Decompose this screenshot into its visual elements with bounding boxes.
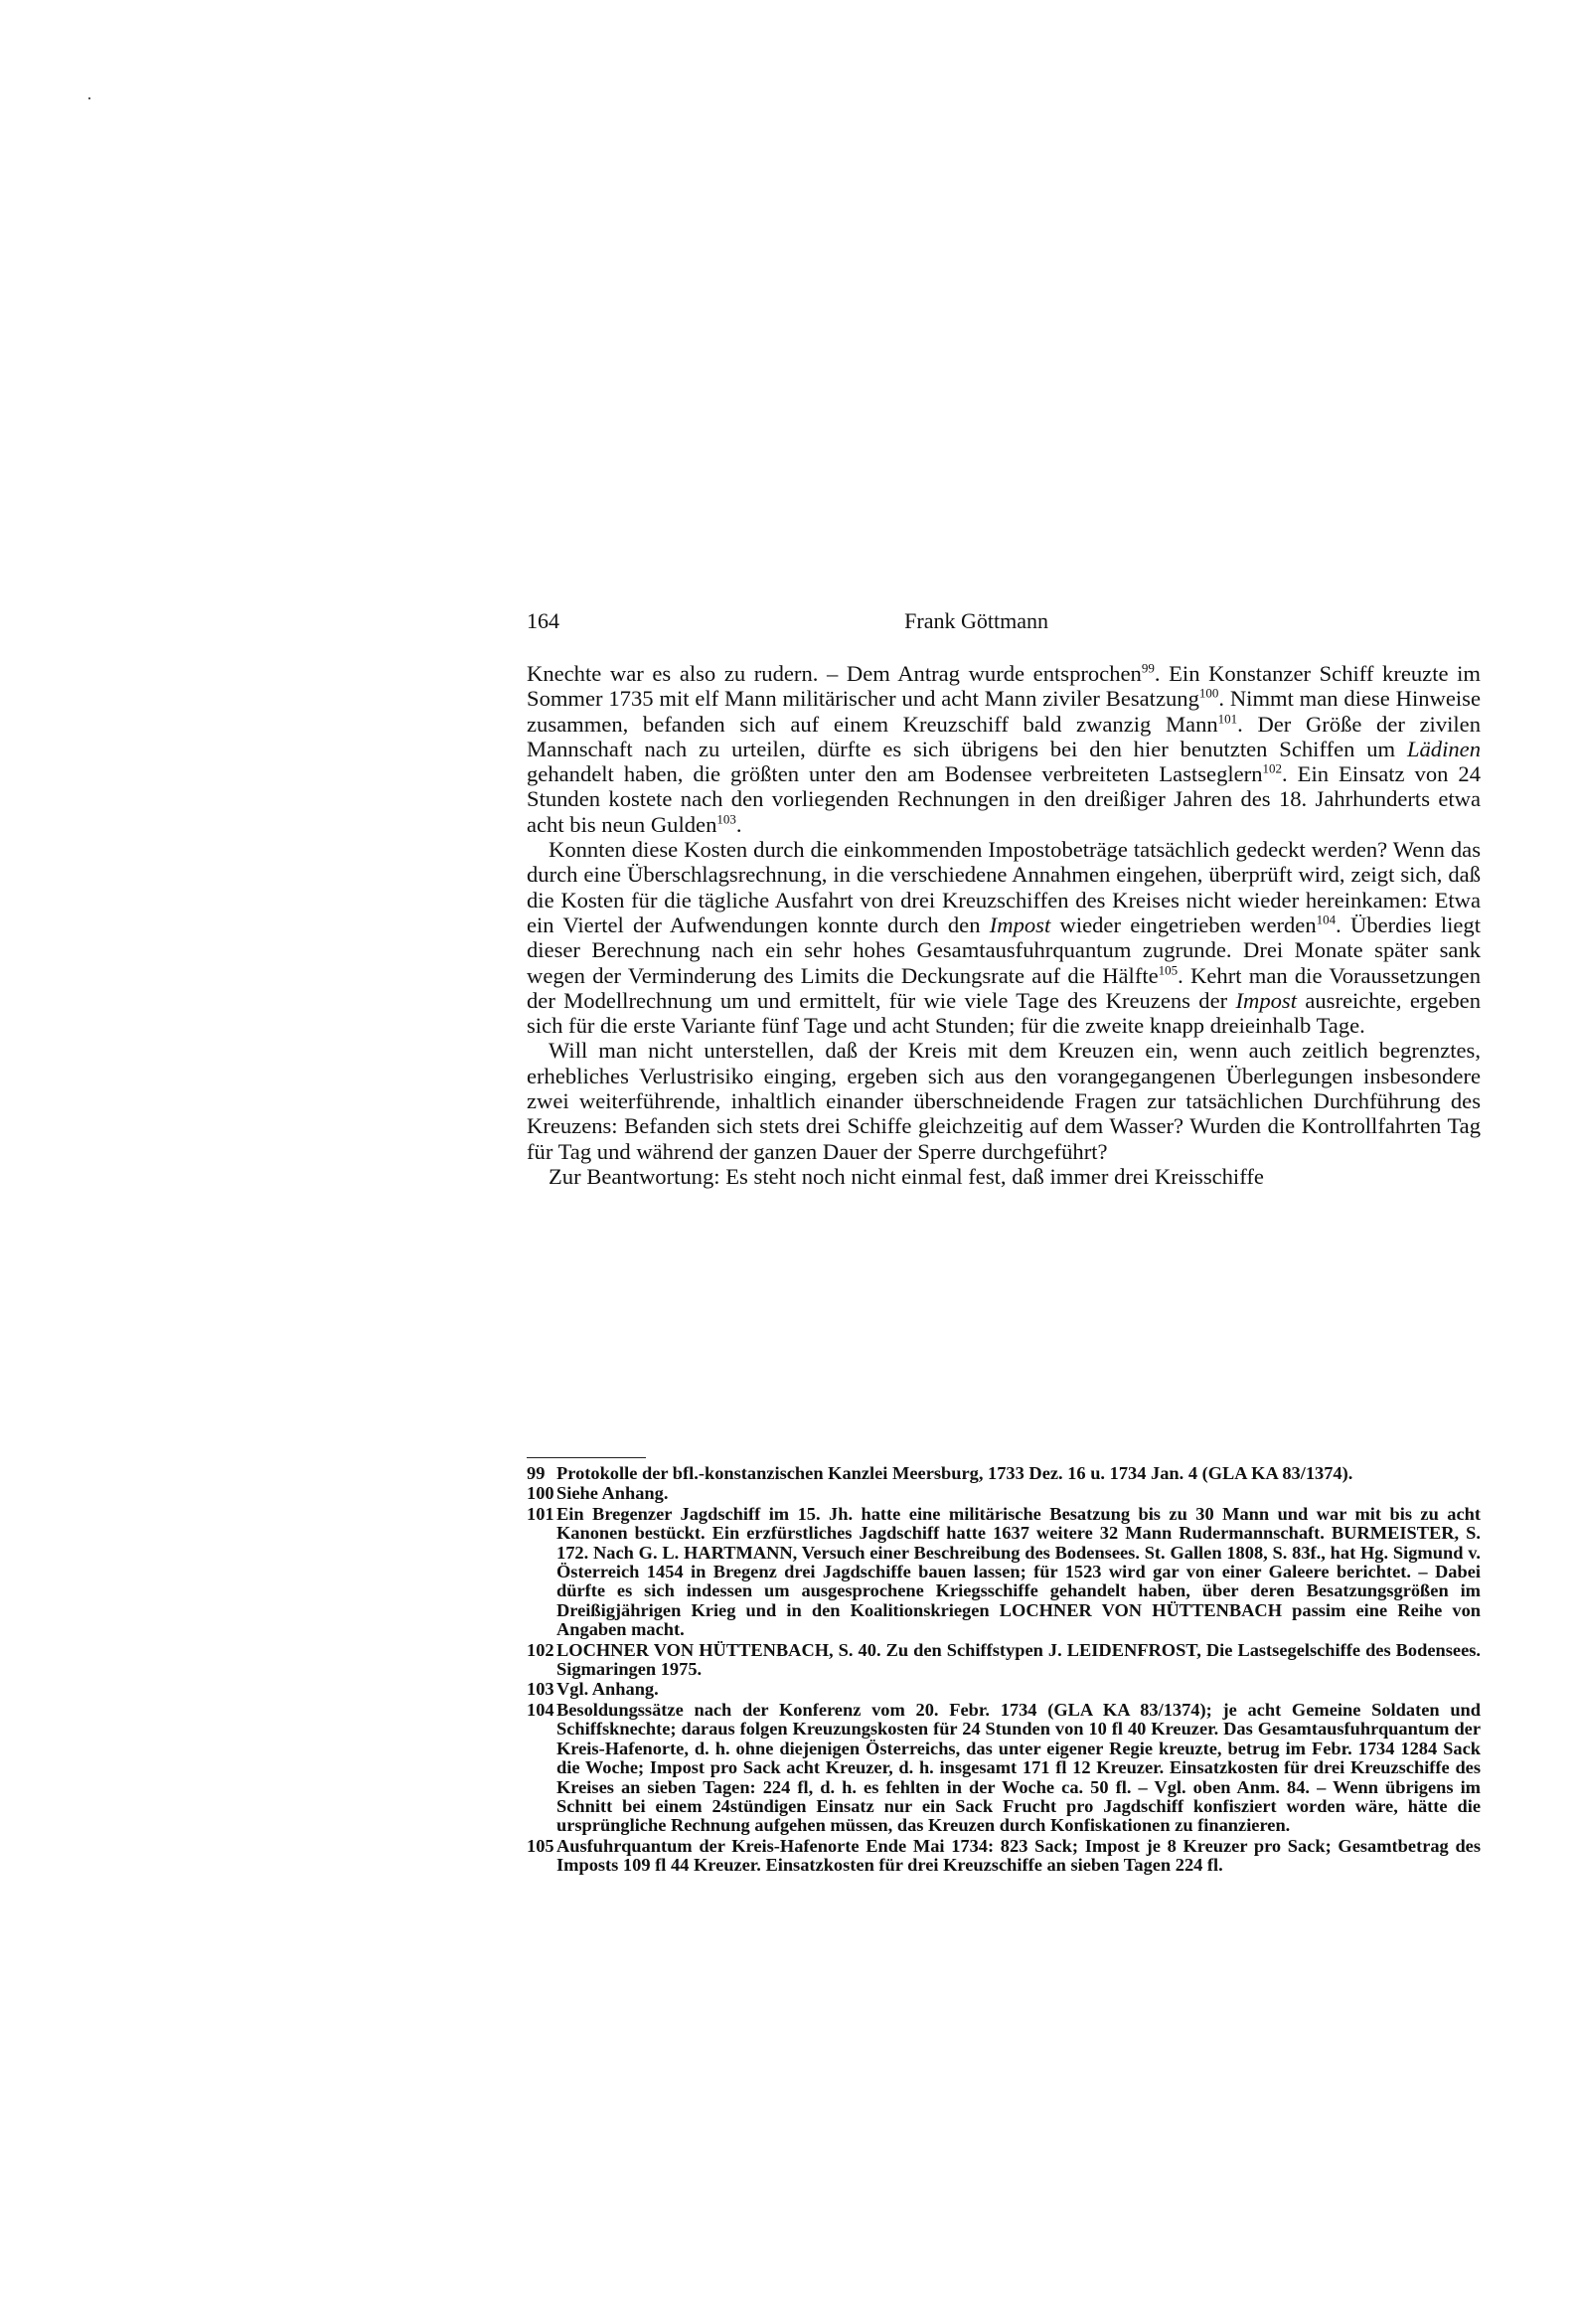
running-head: Frank Göttmann	[904, 608, 1048, 633]
footnote-104	[527, 1701, 1481, 1836]
footnote-number: 99	[527, 1463, 546, 1483]
scan-speck	[88, 97, 90, 99]
footnote-text: Besoldungssätze nach der Konferenz vom 20. Febr. 1734 (GLA KA 83/1374); je acht Gemeine Soldaten und Schiffsknechte; daraus folgen Kreuzungskosten für 24 Stunden von 10 fl 40 Kreuzer. Das Gesamtausfuhrquantum der Kreis-Hafenorte, d. h. ohne diejenigen Österreichs, das unter eigener Regie kreuzte, betrug im Febr. 1734 1284 Sack die Woche; Impost pro Sack acht Kreuzer, d. h. insgesamt 171 fl 12 Kreuzer. Einsatzkosten für drei Kreuzschiffe des Kreises an sieben Tagen: 224 fl, d. h. es fehlten in der Woche ca. 50 fl. – Vgl. oben Anm. 84. – Wenn übrigens im Schnitt bei einem 24stündigen Einsatz nur ein Sack Frucht pro Jagdschiff konfisziert worden wäre, hätte die ursprüngliche Rechnung aufgehen müssen, das Kreuzen durch Konfiskationen zu finanzieren.	[556, 1699, 1481, 1836]
text-run: . Ein Einsatz von 24 Stunden kostete nach den vorliegenden Rechnungen in den dreißiger Jahren des 18. Jahrhunderts etwa acht bis neun Gulden	[527, 761, 1482, 837]
text-run: . Der Größe der zivilen Mannschaft nach zu urteilen, dürfte es sich übrigens bei den hier benutzten Schiffen um	[527, 711, 1482, 761]
page-header	[527, 608, 1481, 638]
footnote-number: 101	[527, 1503, 554, 1524]
footnote-text: LOCHNER VON HÜTTENBACH, S. 40. Zu den Schiffstypen J. LEIDENFROST, Die Lastsegelschiffe des Bodensees. Sigmaringen 1975.	[556, 1639, 1481, 1680]
italic-term: Lädinen	[1406, 736, 1481, 761]
text-run: gehandelt haben, die größten unter den am Bodensee verbreiteten Lastseglern	[527, 761, 1263, 787]
footnote-102	[527, 1641, 1481, 1680]
footnote-101	[527, 1505, 1481, 1640]
footnote-ref-100: 100	[1198, 685, 1219, 701]
text-run: . Kehrt man die Voraussetzungen der Modellrechnung um und ermittelt, für wie viele Tage des Kreuzens der	[527, 962, 1482, 1013]
footnote-103	[527, 1680, 1481, 1699]
footnote-ref-99: 99	[1141, 660, 1155, 676]
footnote-ref-102: 102	[1262, 760, 1283, 776]
footnotes	[527, 1464, 1481, 1877]
text-run: . Nimmt man diese Hinweise zusammen, befanden sich auf einem Kreuzschiff bald zwanzig Mann	[527, 686, 1481, 737]
footnote-text: Ein Bregenzer Jagdschiff im 15. Jh. hatte eine militärische Besatzung bis zu 30 Mann und war mit bis zu acht Kanonen bestückt. Ein erzfürstliches Jagdschiff hatte 1637 weitere 32 Mann Rudermannschaft. BURMEISTER, S. 172. Nach G. L. HARTMANN, Versuch einer Beschreibung des Bodensees. St. Gallen 1808, S. 83f., hat Hg. Sigmund v. Österreich 1454 in Bregenz drei Jagdschiffe bauen lassen; für 1523 wird gar von einer Galeere berichtet. – Dabei dürfte es sich indessen um ausgesprochene Kriegsschiffe gehandelt haben, über deren Besatzungsgrößen im Dreißigjährigen Krieg und in den Koalitionskriegen LOCHNER VON HÜTTENBACH passim eine Reihe von Angaben macht.	[556, 1503, 1481, 1640]
paragraph-3: Will man nicht unterstellen, daß der Kreis mit dem Kreuzen ein, wenn auch zeitlich begrenztes, erhebliches Verlustrisiko einging, ergeben sich aus den vorangegangenen Überlegungen insbesondere zwei weiterführende, inhaltlich einander überschneidende Fragen zur tatsächlichen Durchführung des Kreuzens: Befanden sich stets drei Schiffe gleichzeitig auf dem Wasser? Wurden die Kontrollfahrten Tag für Tag und während der ganzen Dauer der Sperre durchgeführt?	[527, 1038, 1481, 1164]
footnote-number: 103	[527, 1679, 554, 1700]
footnote-divider	[527, 1457, 646, 1458]
text-run: ausreichte, ergeben sich für die erste Variante fünf Tage und acht Stunden; für die zweite knapp dreieinhalb Tage.	[527, 987, 1481, 1039]
footnote-ref-101: 101	[1217, 711, 1238, 727]
footnote-ref-103: 103	[716, 811, 736, 827]
paragraph-1	[527, 661, 1481, 837]
main-text	[527, 661, 1481, 1189]
footnote-text: Vgl. Anhang.	[556, 1679, 659, 1700]
footnote-number: 100	[527, 1483, 554, 1504]
footnote-text: Ausfuhrquantum der Kreis-Hafenorte Ende Mai 1734: 823 Sack; Impost je 8 Kreuzer pro Sack; Gesamtbetrag des Imposts 109 fl 44 Kreuzer. Einsatzkosten für drei Kreuzschiffe an sieben Tagen 224 fl.	[556, 1835, 1481, 1876]
text-run: Konnten diese Kosten durch die einkommenden Impostobeträge tatsächlich gedeckt werden? Wenn das durch eine Überschlagsrechnung, in die verschiedene Annahmen eingehen, überprüft wird, zeigt sich, daß die Kosten für die tägliche Ausfahrt von drei Kreuzschiffen des Kreises nicht wieder hereinkamen: Etwa ein Viertel der Aufwendungen konnte durch den	[527, 837, 1481, 937]
footnote-ref-105: 105	[1158, 962, 1179, 978]
footnote-99	[527, 1464, 1481, 1483]
italic-term: Impost	[1235, 987, 1297, 1013]
paragraph-2	[527, 837, 1481, 1038]
text-run: wieder eingetrieben werden	[1059, 912, 1317, 937]
footnote-text: Protokolle der bfl.-konstanzischen Kanzlei Meersburg, 1733 Dez. 16 u. 1734 Jan. 4 (GLA KA 83/1374).	[556, 1463, 1353, 1483]
footnote-ref-104: 104	[1316, 912, 1337, 927]
footnote-text: Siehe Anhang.	[556, 1483, 669, 1504]
page-number: 164	[527, 608, 559, 633]
footnote-105	[527, 1837, 1481, 1876]
paragraph-4: Zur Beantwortung: Es steht noch nicht einmal fest, daß immer drei Kreisschiffe	[549, 1163, 1264, 1189]
footnote-number: 102	[527, 1639, 554, 1660]
text-run: . Überdies liegt dieser Berechnung nach ein sehr hohes Gesamtausfuhrquantum zugrunde. Drei Monate später sank wegen der Verminderung des Limits die Deckungsrate auf die Hälfte	[527, 912, 1481, 988]
italic-term: Impost	[989, 912, 1051, 937]
text-run: . Ein Konstanzer Schiff kreuzte im Sommer 1735 mit elf Mann militärischer und acht Mann ziviler Besatzung	[527, 661, 1481, 712]
text-run: Knechte war es also zu rudern. – Dem Antrag wurde entsprochen	[527, 661, 1142, 686]
footnote-100	[527, 1484, 1481, 1503]
text-run: .	[735, 811, 742, 837]
footnote-number: 105	[527, 1835, 554, 1856]
footnote-number: 104	[527, 1699, 554, 1720]
